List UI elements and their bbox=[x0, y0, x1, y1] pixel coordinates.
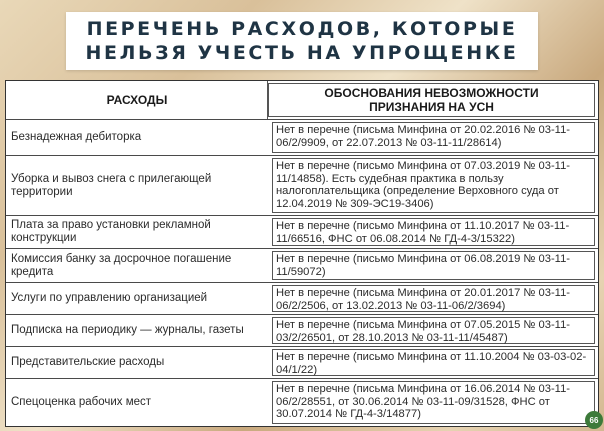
expense-cell: Безнадежная дебиторка bbox=[11, 131, 142, 143]
expense-cell: Услуги по управлению организацией bbox=[11, 292, 208, 304]
table-row bbox=[6, 215, 598, 248]
header-basis bbox=[268, 83, 595, 117]
header-basis-line-2: ПРИЗНАНИЯ НА УСН bbox=[369, 100, 494, 114]
basis-cell: Нет в перечне (письмо Минфина от 11.10.2004 № 03-03-02-04/1/22) bbox=[272, 349, 595, 376]
table-row bbox=[6, 282, 598, 314]
title-line-2: НЕЛЬЗЯ УЧЕСТЬ НА УПРОЩЕНКЕ bbox=[85, 42, 519, 64]
expense-cell: Спецоценка рабочих мест bbox=[11, 396, 152, 408]
expense-cell: Уборка и вывоз снега с прилегающей территории bbox=[11, 172, 212, 198]
table-row bbox=[6, 155, 598, 215]
table-row bbox=[6, 248, 598, 282]
title-line-1: ПЕРЕЧЕНЬ РАСХОДОВ, КОТОРЫЕ bbox=[86, 18, 518, 40]
table-row bbox=[6, 119, 598, 155]
table-row bbox=[6, 346, 598, 378]
expense-cell: Представительские расходы bbox=[11, 356, 165, 368]
basis-cell: Нет в перечне (письма Минфина от 20.02.2016 № 03-11-06/2/9909, от 22.07.2013 № 03-11-11/28614) bbox=[272, 122, 595, 153]
expenses-table bbox=[5, 80, 599, 427]
header-basis-line-1: ОБОСНОВАНИЯ НЕВОЗМОЖНОСТИ bbox=[324, 86, 539, 100]
brand-logo-icon: 66 bbox=[585, 411, 603, 429]
expense-cell: Плата за право установки рекламной конструкции bbox=[11, 219, 211, 244]
title-banner bbox=[66, 12, 538, 70]
basis-cell: Нет в перечне (письмо Минфина от 07.03.2019 № 03-11-11/14858). Есть судебная практика в пользу налогоплательщика (определение Верховного суда от 12.04.2019 № 309-ЭС19-3406) bbox=[272, 158, 595, 213]
expense-cell: Подписка на периодику — журналы, газеты bbox=[11, 324, 244, 336]
table-row bbox=[6, 314, 598, 346]
basis-cell: Нет в перечне (письмо Минфина от 11.10.2017 № 03-11-11/66516, ФНС от 06.08.2014 № ГД-4-3/15322) bbox=[272, 218, 595, 246]
basis-cell: Нет в перечне (письма Минфина от 16.06.2014 № 03-11-06/2/28551, от 30.06.2014 № 03-11-09/31528, ФНС от 30.07.2014 № ГД-4-3/14877) bbox=[272, 381, 595, 424]
basis-cell: Нет в перечне (письмо Минфина от 06.08.2019 № 03-11-11/59072) bbox=[272, 251, 595, 280]
expense-cell: Комиссия банку за досрочное погашение кредита bbox=[11, 252, 232, 278]
basis-cell: Нет в перечне (письма Минфина от 20.01.2017 № 03-11-06/2/2506, от 13.02.2013 № 03-11-06/2/3694) bbox=[272, 285, 595, 312]
header-expenses: РАСХОДЫ bbox=[6, 81, 268, 119]
basis-cell: Нет в перечне (письма Минфина от 07.05.2015 № 03-11-03/2/26501, от 28.10.2013 № 03-11-11/45487) bbox=[272, 317, 595, 344]
table-row bbox=[6, 378, 598, 426]
table-header-row bbox=[6, 81, 598, 119]
